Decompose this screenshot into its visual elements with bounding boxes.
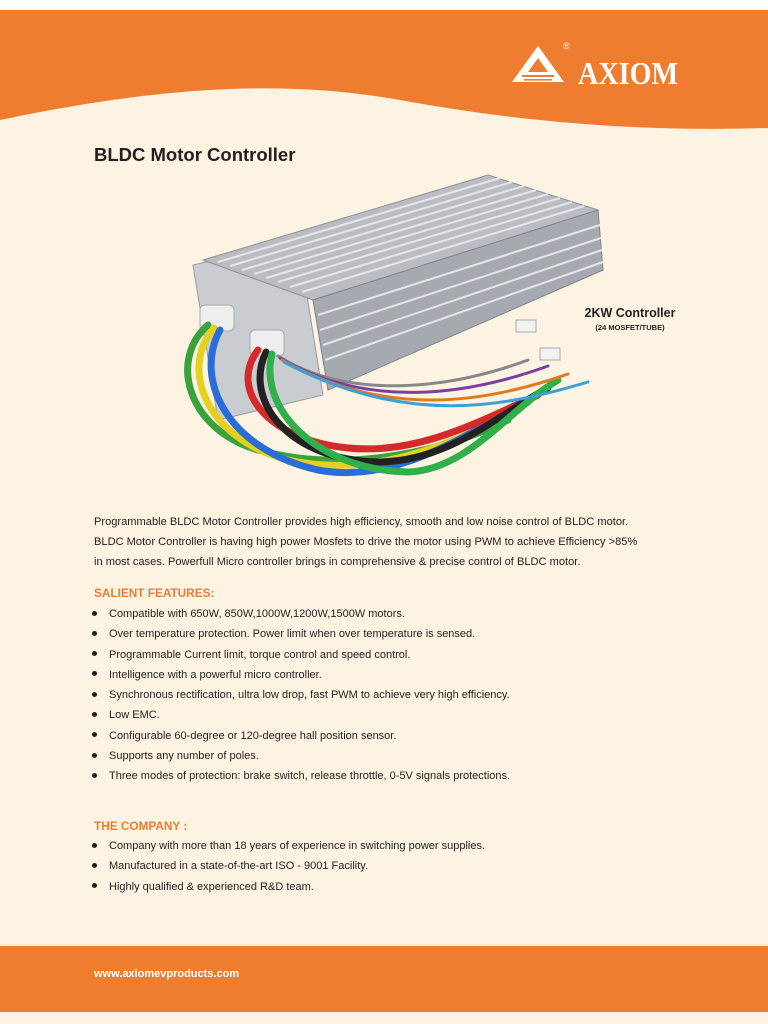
bullet-icon — [92, 671, 97, 676]
bullet-icon — [92, 883, 97, 888]
list-item-text: Low EMC. — [109, 709, 160, 722]
product-caption-detail: (24 MOSFET/TUBE) — [595, 323, 665, 332]
list-item — [92, 624, 510, 644]
bullet-icon — [92, 651, 97, 656]
brand-name: AXIOM — [578, 55, 679, 91]
bullet-icon — [92, 773, 97, 778]
list-item-text: Over temperature protection. Power limit when over temperature is sensed. — [109, 628, 476, 641]
intro-line: Programmable BLDC Motor Controller provides high efficiency, smooth and low noise control of BLDC motor. — [94, 516, 629, 528]
list-item — [92, 645, 510, 665]
bullet-icon — [92, 843, 97, 848]
product-caption-name: 2KW Controller — [584, 306, 676, 320]
list-item — [92, 766, 510, 786]
list-item-text: Configurable 60-degree or 120-degree hall position sensor. — [109, 729, 397, 742]
list-item — [92, 877, 485, 897]
list-item-text: Programmable Current limit, torque control and speed control. — [109, 648, 411, 661]
company-list — [92, 836, 485, 897]
page-title: BLDC Motor Controller — [94, 144, 296, 165]
footer-website-link[interactable]: www.axiomevproducts.com — [94, 968, 240, 980]
intro-paragraph — [94, 512, 694, 572]
intro-line: in most cases. Powerfull Micro controller brings in comprehensive & precise control of BLDC motor. — [94, 556, 581, 568]
bullet-icon — [92, 631, 97, 636]
bullet-icon — [92, 692, 97, 697]
features-list — [92, 604, 510, 787]
list-item — [92, 685, 510, 705]
features-heading: SALIENT FEATURES: — [94, 586, 215, 600]
product-caption — [580, 306, 680, 332]
intro-line: BLDC Motor Controller is having high power Mosfets to drive the motor using PWM to achieve Efficiency >85% — [94, 536, 638, 548]
list-item-text: Synchronous rectification, ultra low drop, fast PWM to achieve very high efficiency. — [109, 689, 510, 702]
bullet-icon — [92, 732, 97, 737]
list-item-text: Three modes of protection: brake switch, release throttle, 0-5V signals protections. — [109, 770, 511, 783]
list-item-text: Manufactured in a state-of-the-art ISO - 9001 Facility. — [109, 860, 369, 873]
controller-photo — [148, 170, 618, 505]
list-item — [92, 856, 485, 876]
list-item-text: Compatible with 650W, 850W,1000W,1200W,1500W motors. — [109, 608, 405, 620]
footer-bottom-strip — [0, 1012, 768, 1024]
bullet-icon — [92, 712, 97, 717]
registered-mark: ® — [563, 41, 570, 51]
bullet-icon — [92, 863, 97, 868]
list-item — [92, 836, 485, 856]
list-item-text: Intelligence with a powerful micro controller. — [109, 668, 322, 681]
list-item-text: Supports any number of poles. — [109, 750, 259, 763]
bullet-icon — [92, 753, 97, 758]
list-item — [92, 604, 510, 624]
list-item — [92, 726, 510, 746]
bullet-icon — [92, 611, 97, 616]
list-item — [92, 705, 510, 725]
list-item-text: Highly qualified & experienced R&D team. — [109, 880, 314, 893]
list-item-text: Company with more than 18 years of experience in switching power supplies. — [109, 840, 486, 852]
list-item — [92, 746, 510, 766]
list-item — [92, 665, 510, 685]
company-heading: THE COMPANY : — [94, 819, 188, 833]
